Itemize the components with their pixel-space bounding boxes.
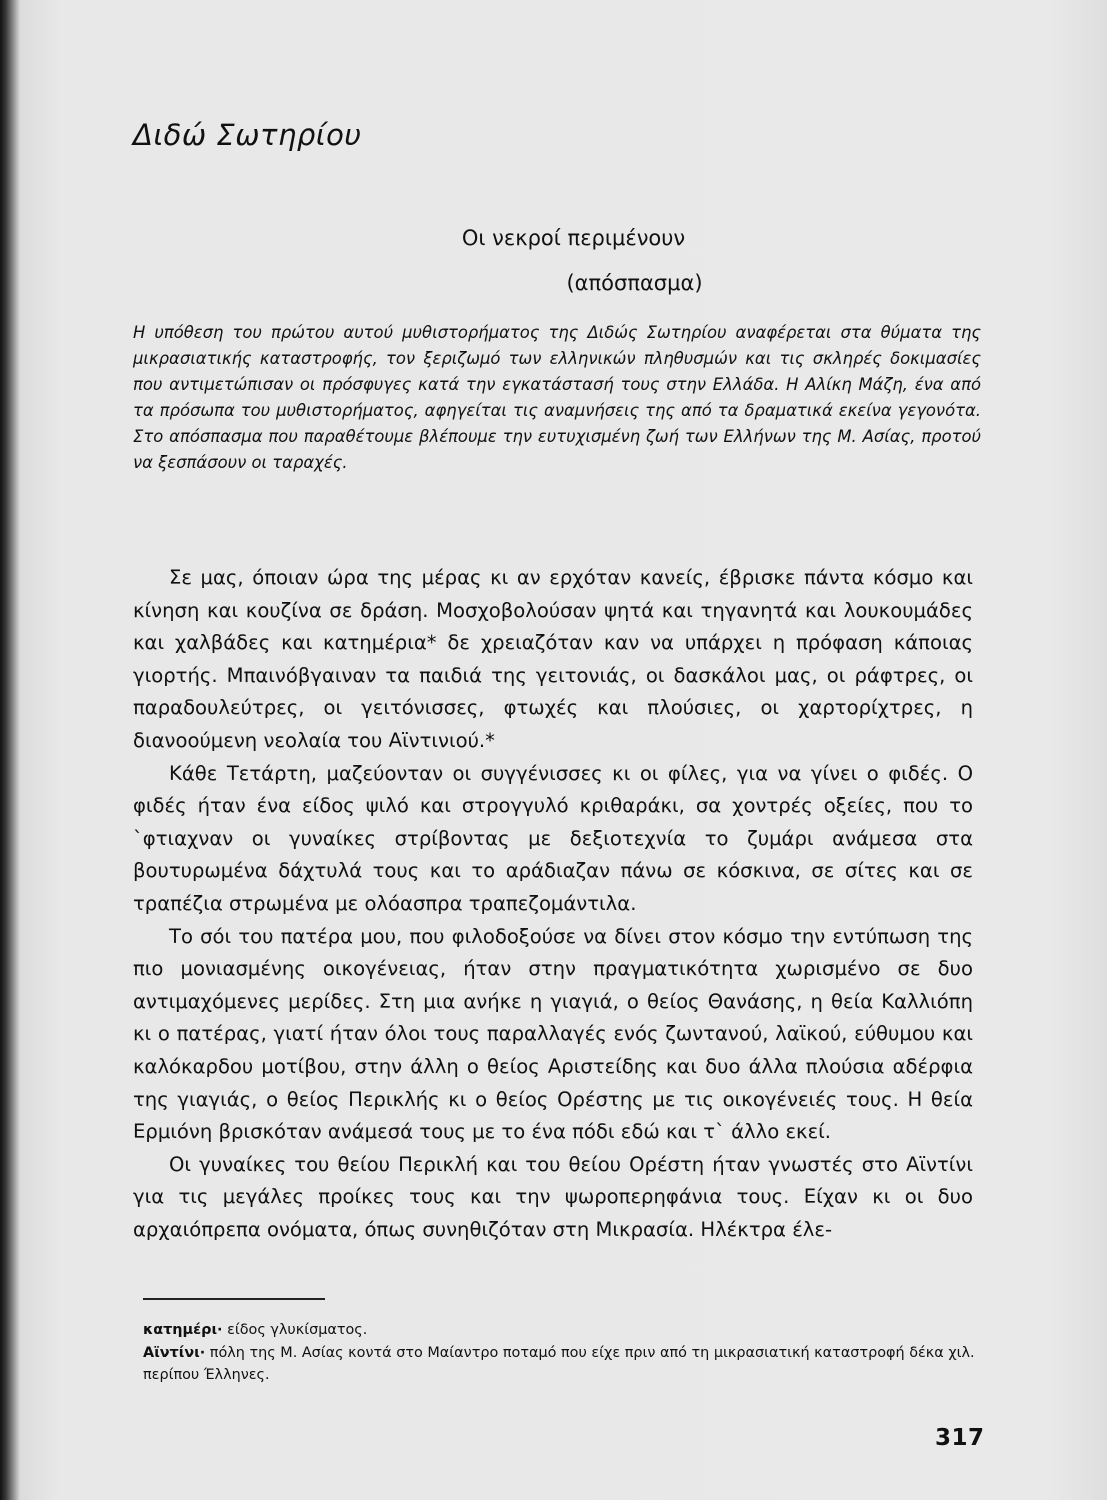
body-paragraph: Κάθε Τετάρτη, μαζεύονταν οι συγγένισσες κι οι φίλες, για να γίνει ο φιδές. Ο φιδές ήταν ένα είδος ψιλό και στρογγυλό κριθαράκι, σα χοντρές οξείες, που το `φτιαχναν οι γυναίκες στρίβοντας με δεξιοτεχνία το ζυμάρι ανάμεσα στα βουτυρωμένα δάχτυλά τους και το αράδιαζαν πάνω σε κόσκινα, σε σίτες και σε τραπέζια στρωμένα με ολόασπρα τραπεζομάντιλα. (133, 761, 973, 915)
footnote (143, 1342, 981, 1387)
chapter-subtitle: (απόσπασμα) (566, 271, 703, 295)
footnote-term: κατημέρι· (143, 1322, 223, 1338)
intro-paragraph: Η υπόθεση του πρώτου αυτού μυθιστορήματος της Διδώς Σωτηρίου αναφέρεται στα θύματα της μικρασιατικής καταστροφής, τον ξεριζωμό των ελληνικών πληθυσμών και τις σκληρές δοκιμασίες που αντιμετώπισαν οι πρόσφυγες κατά την εγκατάστασή τους στην Ελλάδα. Η Αλίκη Μάζη, ένα από τα πρόσωπα του μυθιστορήματος, αφηγείται τις αναμνήσεις της από τα δραματικά εκείνα γεγονότα. Στο απόσπασμα που παραθέτουμε βλέπουμε την ευτυχισμένη ζωή των Ελλήνων της Μ. Ασίας, προτού να ξεσπάσουν οι ταραχές. (133, 323, 981, 472)
footnote-text: πόλη της Μ. Ασίας κοντά στο Μαίαντρο ποταμό που είχε πριν από τη μικρασιατική καταστροφή δέκα χιλ. περίπου Έλληνες. (143, 1344, 975, 1383)
footnote (143, 1319, 981, 1342)
main-text (133, 562, 973, 1246)
body-paragraph: Το σόι του πατέρα μου, που φιλοδοξούσε να δίνει στον κόσμο την εντύπωση της πιο μονιασμένης οικογένειας, ήταν στην πραγματικότητα χωρισμένο σε δυο αντιμαχόμενες μερίδες. Στη μια ανήκε η γιαγιά, ο θείος Θανάσης, η θεία Καλλιόπη κι ο πατέρας, γιατί ήταν όλοι τους παραλλαγές ενός ζωντανού, λαϊκού, εύθυμου και καλόκαρδου μοτίβου, στην άλλη ο θείος Αριστείδης και δυο άλλα πλούσια αδέρφια της γιαγιάς, ο θείος Περικλής κι ο θείος Ορέστης με τις οικογένειές τους. Η θεία Ερμιόνη βρισκόταν ανάμεσά τους με το ένα πόδι εδώ και τ` άλλο εκεί. (133, 924, 973, 1144)
footnote-term: Αϊντίνι· (143, 1344, 206, 1361)
footnotes (143, 1319, 981, 1387)
body-paragraph: Σε μας, όποιαν ώρα της μέρας κι αν ερχόταν κανείς, έβρισκε πάντα κόσμο και κίνηση και κουζίνα σε δράση. Μοσχοβολούσαν ψητά και τηγανητά και λουκουμάδες και χαλβάδες και κατημέρια* δε χρειαζόταν καν να υπάρχει η πρόφαση κάποιας γιορτής. Μπαινόβγαιναν τα παιδιά της γειτονιάς, οι δασκάλοι μας, οι ράφτρες, οι παραδουλεύτρες, οι γειτόνισσες, φτωχές και πλούσιες, οι χαρτορίχτρες, η διανοούμενη νεολαία του Αϊντινιού.* (133, 566, 973, 752)
author-name: Διδώ Σωτηρίου (133, 118, 362, 152)
footnote-text: είδος γλυκίσματος. (222, 1322, 368, 1338)
body-paragraph: Οι γυναίκες του θείου Περικλή και του θείου Ορέστη ήταν γνωστές στο Αϊντίνι για τις μεγάλες προίκες τους και την ψωροπερηφάνια τους. Είχαν κι οι δυο αρχαιόπρεπα ονόματα, όπως συνηθιζόταν στη Μικρασία. Ηλέκτρα έλε- (133, 1152, 973, 1241)
chapter-title: Οι νεκροί περιμένουν (461, 226, 686, 250)
page-number: 317 (935, 1425, 985, 1451)
footnote-divider (143, 1298, 325, 1300)
